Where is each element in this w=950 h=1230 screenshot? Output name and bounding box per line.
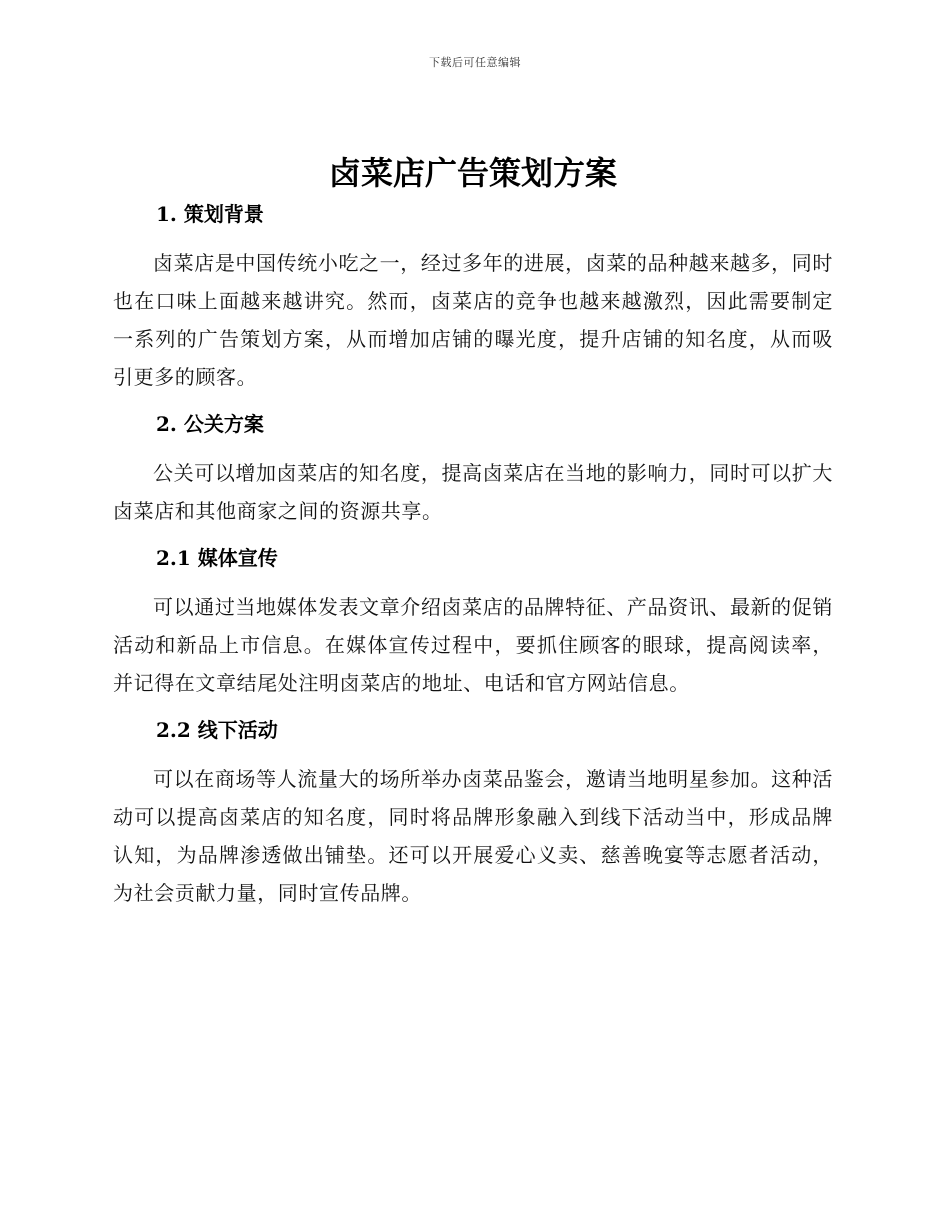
section-heading-offline: 2.2 线下活动 — [156, 718, 278, 742]
section-heading-media: 2.1 媒体宣传 — [156, 546, 278, 570]
document-title: 卤菜店广告策划方案 — [328, 154, 617, 192]
section-paragraph-pr-plan: 公关可以增加卤菜店的知名度，提高卤菜店在当地的影响力，同时可以扩大卤菜店和其他商家之间的资源共享。 — [113, 461, 833, 523]
section-paragraph-background: 卤菜店是中国传统小吃之一，经过多年的进展，卤菜的品种越来越多，同时也在口味上面越来越讲究。然而，卤菜店的竞争也越来越激烈，因此需要制定一系列的广告策划方案，从而增加店铺的曝光度，提升店铺的知名度，从而吸引更多的顾客。 — [113, 251, 833, 389]
section-heading-pr-plan: 2. 公关方案 — [156, 412, 264, 436]
section-paragraph-offline: 可以在商场等人流量大的场所举办卤菜品鉴会，邀请当地明星参加。这种活动可以提高卤菜店的知名度，同时将品牌形象融入到线下活动当中，形成品牌认知，为品牌渗透做出铺垫。还可以开展爱心义卖、慈善晚宴等志愿者活动，为社会贡献力量，同时宣传品牌。 — [113, 767, 833, 905]
header-note: 下载后可任意编辑 — [429, 56, 521, 69]
section-paragraph-media: 可以通过当地媒体发表文章介绍卤菜店的品牌特征、产品资讯、最新的促销活动和新品上市信息。在媒体宣传过程中，要抓住顾客的眼球，提高阅读率，并记得在文章结尾处注明卤菜店的地址、电话和官方网站信息。 — [113, 595, 833, 695]
section-heading-background: 1. 策划背景 — [156, 202, 264, 226]
document-body — [113, 150, 833, 926]
